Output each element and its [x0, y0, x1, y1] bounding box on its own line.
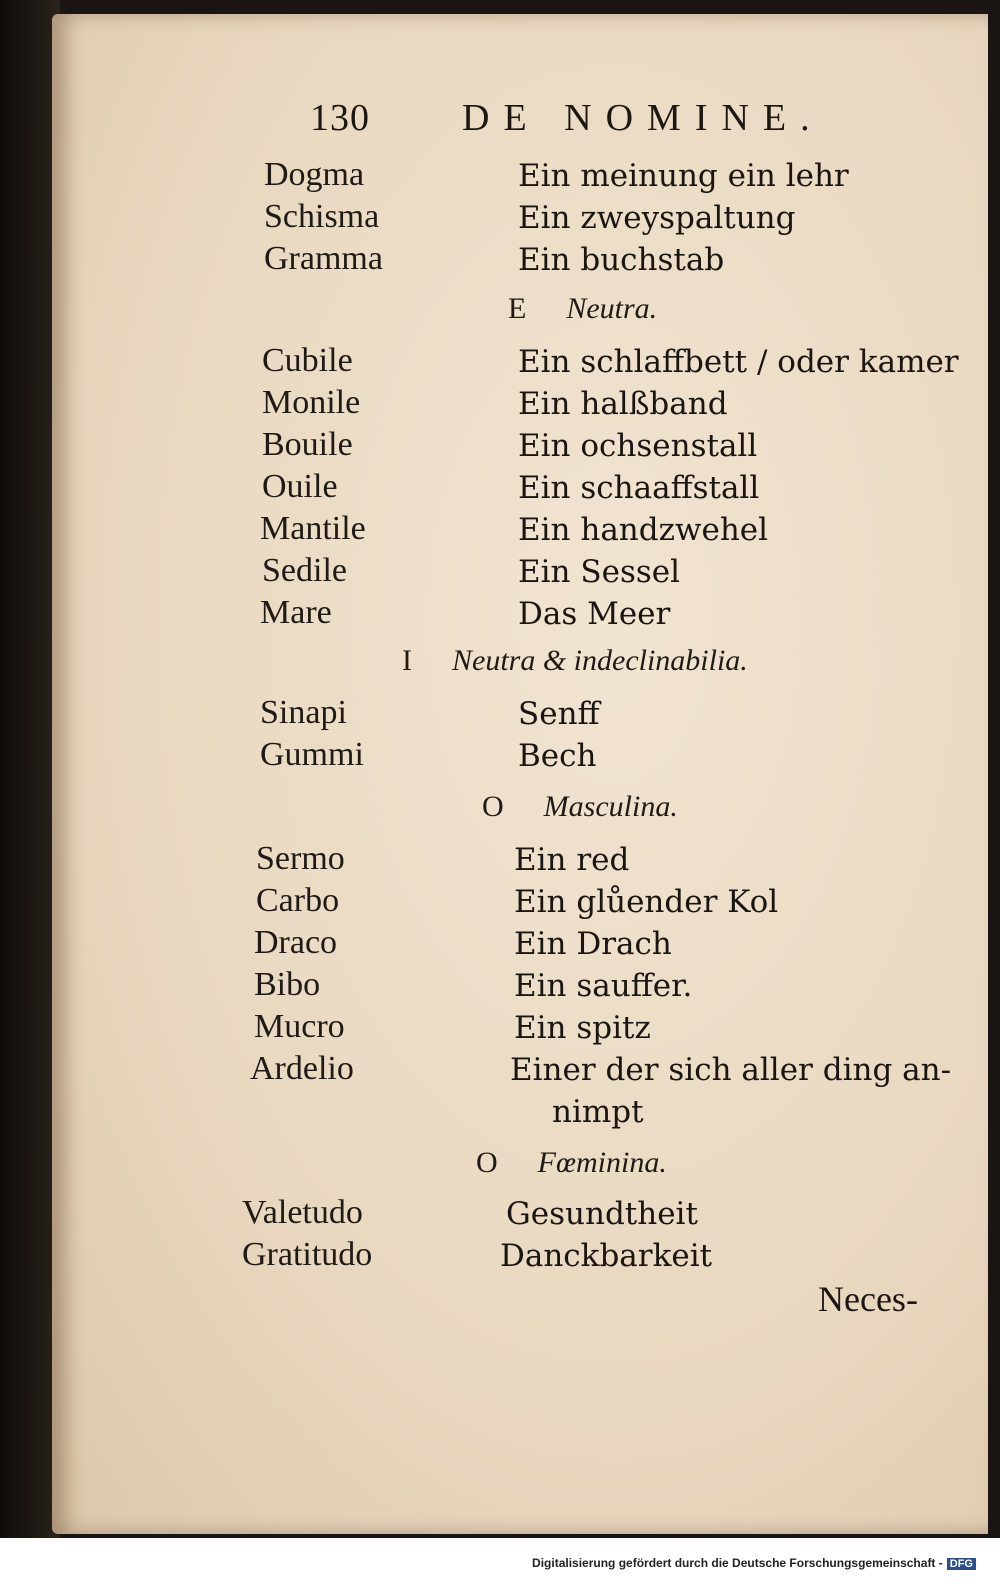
section-letter: E — [508, 292, 527, 325]
footer-text: Digitalisierung gefördert durch die Deutsche Forschungsgemeinschaft - — [532, 1556, 943, 1570]
german-word: Ein buchstab — [518, 242, 725, 278]
section-heading — [402, 644, 748, 678]
section-letter: I — [402, 644, 412, 677]
latin-word: Schisma — [264, 198, 380, 235]
german-word: Ein handzwehel — [518, 512, 769, 548]
german-word: Das Meer — [518, 596, 671, 632]
latin-word: Gummi — [260, 736, 364, 773]
latin-word: Gratitudo — [242, 1236, 373, 1273]
section-letter: O — [476, 1146, 498, 1179]
german-word: Ein Sessel — [518, 554, 681, 590]
dfg-logo: DFG — [947, 1558, 976, 1570]
section-text: Fœminina. — [537, 1146, 667, 1179]
latin-word: Mucro — [254, 1008, 345, 1045]
latin-word: Cubile — [262, 342, 353, 379]
german-word: Danckbarkeit — [500, 1238, 713, 1274]
latin-word: Ardelio — [250, 1050, 354, 1087]
latin-word: Carbo — [256, 882, 340, 919]
page-number: 130 — [310, 97, 370, 139]
latin-word: Bouile — [262, 426, 353, 463]
section-text: Neutra & indeclinabilia. — [452, 644, 748, 677]
german-word: Ein schlaffbett / oder kamer — [518, 344, 959, 380]
latin-word: Gramma — [264, 240, 383, 277]
section-letter: O — [482, 790, 504, 823]
german-word: Ein schaaffstall — [518, 470, 760, 506]
section-text: Masculina. — [543, 790, 678, 823]
german-word: Ein zweyspaltung — [518, 200, 796, 236]
german-word: Ein halßband — [518, 386, 728, 422]
section-heading — [476, 1146, 667, 1180]
section-heading — [508, 292, 657, 326]
footer-credit — [532, 1556, 976, 1570]
latin-word: Valetudo — [242, 1194, 363, 1231]
latin-word: Mantile — [260, 510, 366, 547]
section-heading — [482, 790, 678, 824]
latin-word: Sinapi — [260, 694, 347, 731]
book-spine-edge — [0, 0, 60, 1540]
german-word: Ein sauffer. — [514, 968, 693, 1004]
section-text: Neutra. — [566, 292, 658, 325]
german-word: Bech — [518, 738, 597, 774]
latin-word: Sermo — [256, 840, 345, 877]
latin-word: Bibo — [254, 966, 321, 1003]
german-word: Senff — [518, 696, 600, 732]
german-word: Ein spitz — [514, 1010, 651, 1046]
german-word: Ein meinung ein lehr — [518, 158, 849, 194]
latin-word: Monile — [262, 384, 361, 421]
running-title: DE NOMINE. — [462, 97, 824, 139]
latin-word: Draco — [254, 924, 338, 961]
catchword: Neces- — [818, 1279, 918, 1319]
footer-bar — [0, 1538, 1000, 1588]
german-word-continuation: nimpt — [552, 1094, 644, 1130]
latin-word: Sedile — [262, 552, 347, 589]
latin-word: Ouile — [262, 468, 338, 505]
german-word: Ein glůender Kol — [514, 884, 779, 920]
german-word: Ein red — [514, 842, 630, 878]
latin-word: Mare — [260, 594, 332, 631]
german-word: Gesundtheit — [506, 1196, 698, 1232]
german-word: Ein Drach — [514, 926, 672, 962]
latin-word: Dogma — [264, 156, 365, 193]
german-word: Einer der sich aller ding an- — [510, 1052, 952, 1088]
german-word: Ein ochsenstall — [518, 428, 758, 464]
